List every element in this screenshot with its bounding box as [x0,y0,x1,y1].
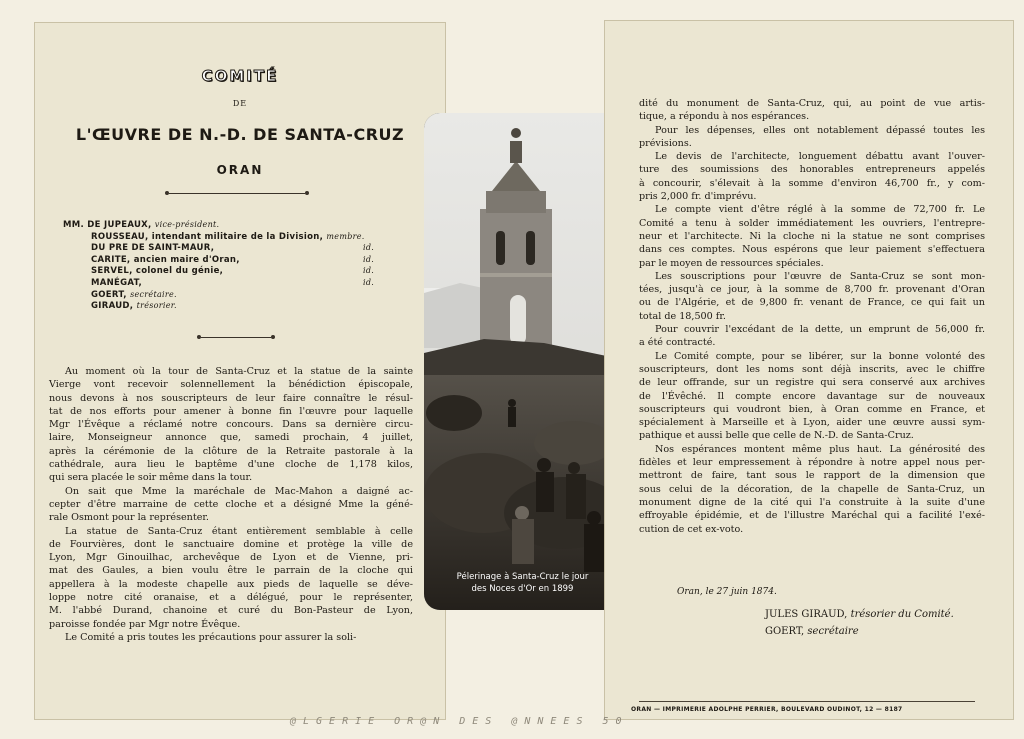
member-name: CARITE, ancien maire d'Oran, [91,254,240,265]
paragraph [639,97,985,124]
committee-member [63,265,421,277]
member-name: GIRAUD, [91,301,134,312]
text-line: a été contracté. [639,337,716,349]
text-line: M. l'abbé Durand, chanoine et curé du Bon-Pasteur de Lyon, [49,605,413,617]
text-line: prévisions. [639,137,692,149]
member-id-mark: id. [363,266,375,276]
text-line: par le moyen de ressources spéciales. [639,257,824,269]
right-page [604,20,1014,720]
member-name: MANÉGAT, [91,277,143,288]
paragraph [639,270,985,323]
committee-member [63,242,421,254]
text-line: Pour les dépenses, elles ont notablement dépassé toutes les [655,124,985,136]
paragraph [49,485,413,525]
signature-goert-role: secrétaire [807,626,859,637]
text-line: de Fourvières, dont le sanctuaire domine et protège la ville de [49,538,413,550]
text-line: fidèles et leur empressement à répondre à notre appel nous per- [639,457,985,469]
paragraph [49,365,413,485]
photo-caption-line2: des Noces d'Or en 1899 [471,584,574,594]
member-name: SERVEL, colonel du génie, [91,266,224,277]
photo-caption-line1: Pélerinage à Santa-Cruz le jour [456,572,589,582]
text-line: laire, Monseigneur annonce que, samedi prochain, 4 juillet, [49,432,413,444]
paragraph [639,350,985,443]
de-label: DE [232,99,248,108]
member-role: vice-président. [154,220,220,229]
text-line: de l'Évêché. Il compte encore davantage sur de nouveaux [639,390,985,402]
text-line: après la cérémonie de la clôture de la Retraite pastorale à la [49,445,413,457]
text-line: Lyon, Mgr Ginouilhac, archevêque de Lyon et de Vienne, pri- [49,552,413,564]
text-line: ou de l'Algérie, et de 9,800 fr. venant de France, ce qui fait un [639,297,985,309]
text-line: sous celui de la décoration, de la chapelle de Santa-Cruz, un [639,483,985,495]
text-line: mat des Gaules, a bien voulu être le parrain de la cloche qui [49,565,413,577]
text-line: cution de cet ex-voto. [639,523,744,535]
text-line: rale Osmont pour la représenter. [49,512,209,524]
member-role: secrétaire. [130,289,177,299]
committee-member [63,254,421,266]
text-line: Pour couvrir l'excédant de la dette, un emprunt de 56,000 fr. [655,324,985,336]
member-role: trésorier. [136,301,177,311]
city-label: ORAN [216,163,264,177]
paragraph [639,443,985,536]
text-line: tat de nos efforts pour amener à bonne fin l'œuvre pour laquelle [49,405,413,417]
paragraph [49,631,413,644]
text-line: de leur offrande, sur un registre qui sera conservé aux archives [639,377,985,389]
text-line: dans ces comptes. Nous espérons que leur paiement s'effectuera [639,244,985,256]
member-id-mark: id. [363,243,375,253]
text-line: Le devis de l'architecte, longuement débattu avant l'ouver- [655,151,985,163]
text-line: Le Comité compte, pour se libérer, sur la bonne volonté des [655,350,985,362]
text-line: nous devons à nos souscripteurs de leur faire connaître le résul- [49,392,413,404]
text-line: Les souscriptions pour l'œuvre de Santa-Cruz se sont mon- [655,270,985,282]
committee-member [63,300,421,312]
member-name: DU PRE DE SAINT-MAUR, [91,243,215,254]
text-line: total de 18,500 fr. [639,310,726,322]
text-line: spécialement à Marseille et à Lyon, aider une œuvre aussi sym- [639,417,985,429]
text-line: neur et l'architecte. Ni la cloche ni la statue ne sont comprises [639,230,985,242]
text-line: Le Comité a pris toutes les précautions pour assurer la soli- [65,631,357,643]
santa-cruz-pilgrimage-image [424,113,621,610]
member-name: GOERT, [91,289,127,300]
text-line: monument digne de la cité qui l'a construite à la suite d'une [639,496,985,508]
text-line: Vierge vont recevoir solennellement la bénédiction épiscopale, [49,379,413,391]
member-id-mark: id. [363,277,375,287]
text-line: pathique et aussi belle que celle de N.-D. de Santa-Cruz. [639,430,914,442]
right-body-text [639,97,985,536]
oeuvre-title: L'ŒUVRE DE N.-D. DE SANTA-CRUZ [75,125,405,144]
committee-member [63,277,421,289]
text-line: souscripteurs qui voudront bien, à Oran comme en France, et [639,403,985,415]
ornament-rule-middle [201,337,271,338]
signature-date: Oran, le 27 juin 1874. [677,587,777,597]
text-line: La statue de Santa-Cruz étant entièrement semblable à celle [65,525,413,537]
text-line: Mgr l'Évêque a réclamé notre concours. Dans sa dernière circu- [49,419,413,431]
printer-imprint: ORAN — IMPRIMERIE ADOLPHE PERRIER, BOULEVARD OUDINOT, 12 — 8187 [631,706,903,713]
text-line: qui sera placée le soir même dans la tour. [49,472,253,484]
text-line: Au moment où la tour de Santa-Cruz et la statue de la sainte [65,366,413,377]
text-line: mettront de faire, tant sous le rapport de la dimension que [639,470,985,482]
text-line: appellera à la modeste chapelle aux pieds de laquelle se déve- [49,578,413,590]
paragraph [639,150,985,203]
committee-member [63,231,421,243]
signature-giraud [765,609,954,620]
paragraph [49,525,413,631]
watermark: @LGERIE OR@N DES @NNEES 50 [290,716,629,727]
text-line: tique, a répondu à nos espérances. [639,111,810,123]
member-id-mark: id. [363,254,375,264]
text-line: On sait que Mme la maréchale de Mac-Mahon a daigné ac- [65,485,413,497]
signature-goert [765,626,859,637]
left-body-text [49,365,413,644]
text-line: à concourir, s'élevait à la somme d'environ 46,700 fr., y com- [639,177,985,189]
text-line: souscripteurs, dont les noms sont déjà inscrits, avec le chiffre [639,363,985,375]
text-line: dité du monument de Santa-Cruz, qui, au point de vue artis- [639,98,985,109]
committee-member [63,219,393,231]
text-line: pris 2,000 fr. d'imprévu. [639,191,757,203]
text-line: Nos espérances montent même plus haut. La générosité des [655,443,985,455]
text-line: ture des soumissions des honorables entrepreneurs appelés [639,164,985,176]
text-line: tées, jusqu'à ce jour, à la somme de 8,700 fr. provenant d'Oran [639,284,985,296]
text-line: paroisse fondée par Mgr notre Évêque. [49,618,241,630]
committee-members-list [63,219,421,312]
photo-santa-cruz [424,113,621,610]
member-name: MM. DE JUPEAUX, [63,220,152,230]
paragraph [639,124,985,151]
paragraph [639,323,985,350]
member-role: membre. [326,231,365,241]
text-line: loppe notre cité oranaise, et a délégué, pour le représenter, [49,592,413,604]
committee-member [63,289,421,301]
member-name: ROUSSEAU, intendant militaire de la Division, [91,231,324,242]
signature-goert-name: GOERT, [765,626,805,637]
text-line: cepter d'être marraine de cette cloche et a désigné Mme la géné- [49,498,413,510]
paragraph [639,203,985,269]
footer-rule [639,701,975,702]
ornament-rule-top [169,193,305,194]
comite-heading: COMITÉ [201,67,279,85]
text-line: Comité a tenu à solder immédiatement les ouvriers, l'entrepre- [639,217,985,229]
signature-giraud-role: trésorier du Comité. [850,609,954,620]
left-page [34,22,446,720]
text-line: cathédrale, aura lieu le baptême d'une cloche de 1,178 kilos, [49,459,413,471]
photo-caption [424,571,621,595]
text-line: Le compte vient d'être réglé à la somme de 72,700 fr. Le [655,204,985,216]
signature-giraud-name: JULES GIRAUD, [765,609,848,620]
text-line: effroyable épidémie, et de l'illustre Maréchal qui a facilité l'exé- [639,510,985,522]
